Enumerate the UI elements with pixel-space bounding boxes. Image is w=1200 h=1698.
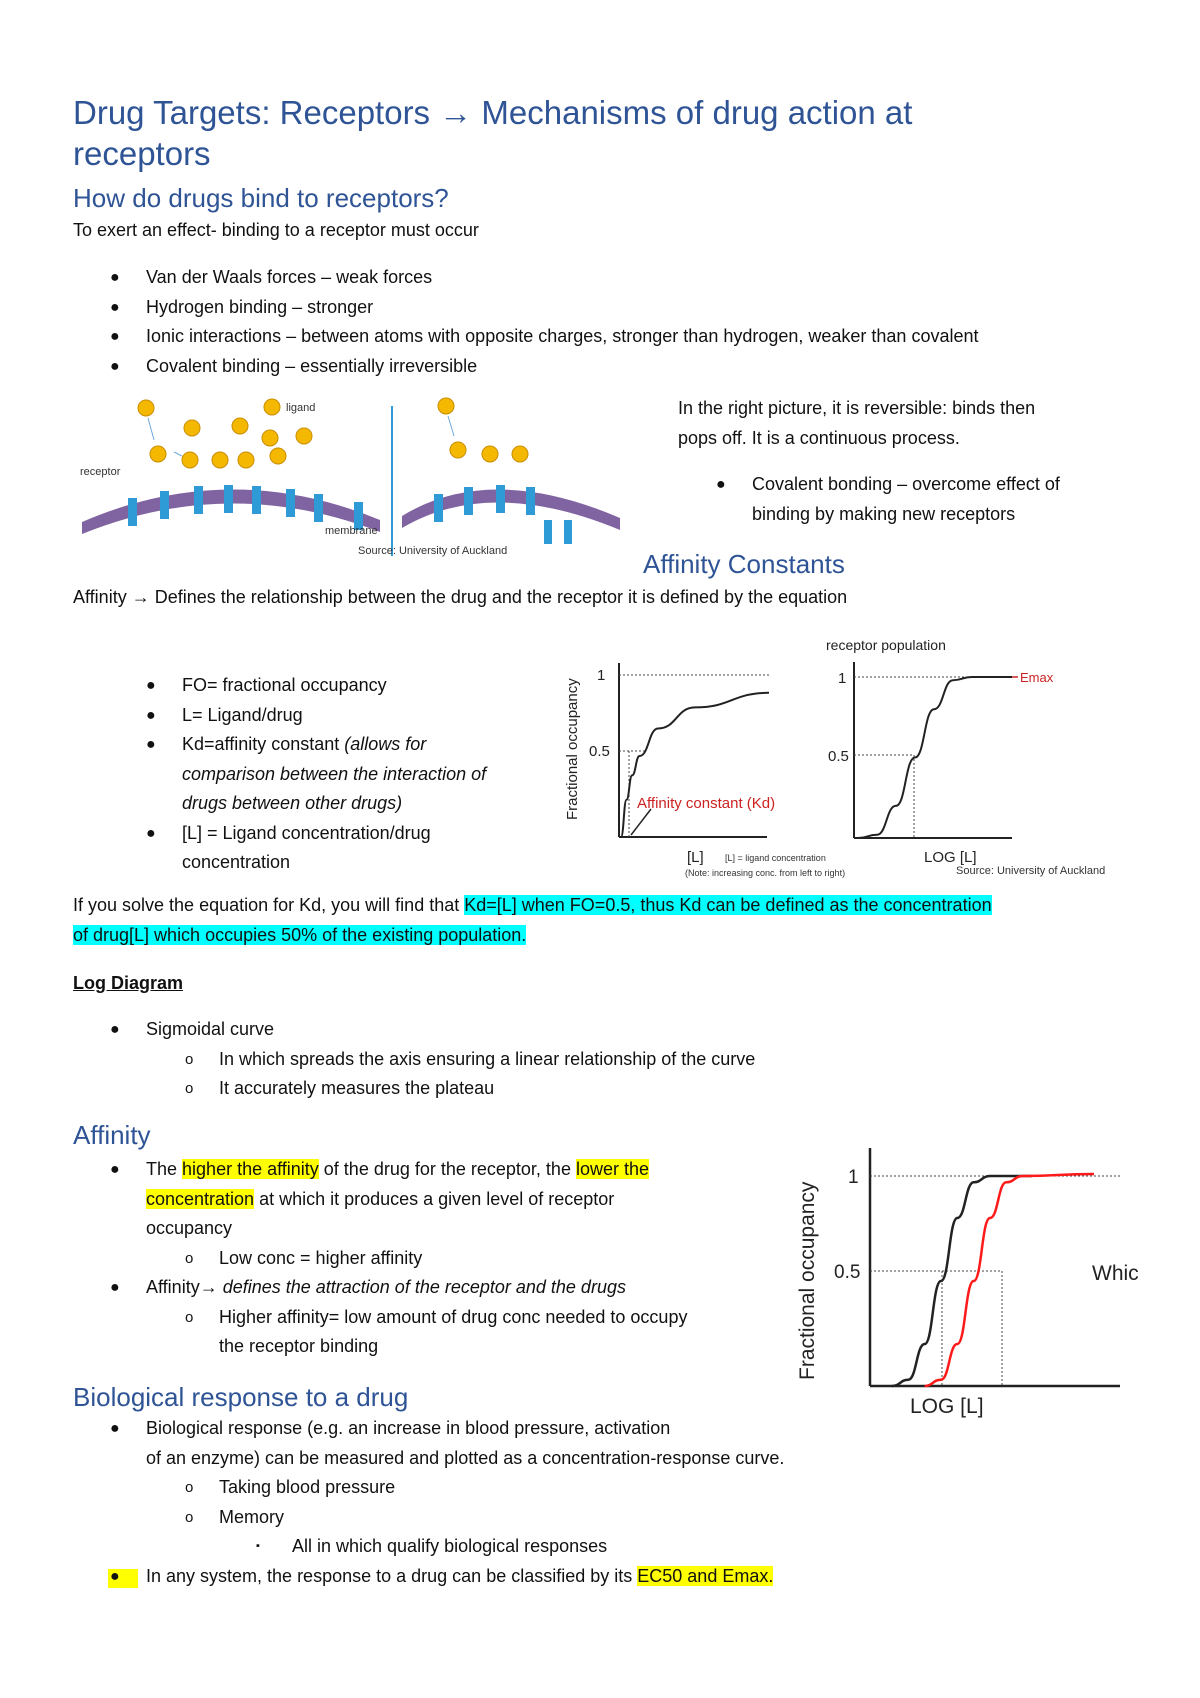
circle-bullet-icon: o (185, 1479, 194, 1496)
bullet-icon: ● (110, 1021, 120, 1038)
ligands (138, 398, 528, 468)
bullet-icon: ● (146, 824, 156, 842)
chart3-xlabel: LOG [L] (910, 1395, 984, 1418)
chart3-side-text: Whic (1092, 1262, 1139, 1285)
chart2-ytick-1: 1 (838, 670, 847, 687)
circle-bullet-icon: o (185, 1308, 194, 1326)
section-heading-affinity: Affinity (73, 1120, 151, 1150)
chart2-source: Source: University of Auckland (956, 865, 1106, 877)
bullet-icon: ● (110, 357, 120, 375)
chart1-annotation-arrow (631, 809, 651, 835)
bullet-icon: ● (716, 476, 726, 493)
list-item: ● L= Ligand/drug (182, 701, 486, 731)
list-item: ● FO= fractional occupancy (182, 671, 486, 701)
square-bullet-icon: ▪ (256, 1540, 260, 1552)
chart2-xlabel: LOG [L] (924, 849, 977, 866)
chart2-series-line (858, 677, 1012, 838)
chart1-note-2: (Note: increasing conc. from left to right) (685, 868, 846, 878)
list-item: ● Ionic interactions – between atoms with opposite charges, stronger than hydrogen, weaker than covalent (146, 322, 979, 352)
list-item: ● In any system, the response to a drug can be classified by its EC50 and Emax. (146, 1562, 784, 1592)
circle-bullet-icon: o (185, 1080, 194, 1097)
list-item: ● [L] = Ligand concentration/drug concentration (182, 819, 486, 878)
chart1-series-line (621, 693, 769, 837)
section-heading-binding: How do drugs bind to receptors? (73, 183, 449, 213)
receptor-label: receptor (80, 466, 121, 478)
bullet-icon: ● (146, 706, 156, 724)
bullet-icon: ● (110, 1279, 120, 1296)
chart-affinity-comparison (790, 1140, 1190, 1430)
log-diagram-heading: Log Diagram (73, 973, 184, 993)
membrane-label: membrane (325, 525, 378, 537)
bullet-icon: ● (110, 1161, 120, 1178)
list-item: ● Affinity→ defines the attraction of the receptor and the drugs (146, 1273, 687, 1303)
list-item: ● Biological response (e.g. an increase in blood pressure, activation of an enzyme) can be measured and plotted as a concentration-response curve. (146, 1414, 784, 1473)
bullet-icon: ● (146, 677, 156, 694)
chart1-ytick-05: 0.5 (589, 743, 610, 760)
chart-occupancy-linear (555, 645, 846, 880)
log-diagram-list (110, 1015, 756, 1104)
list-item: ● Kd=affinity constant (allows for comparison between the interaction of drugs between other drugs) (182, 730, 486, 819)
list-item: ● Covalent binding – essentially irreversible (146, 352, 979, 382)
list-item: o Low conc = higher affinity (219, 1244, 687, 1274)
list-item: ● The higher the affinity of the drug for the receptor, the lower the concentration at which it produces a given level of receptor occupancy (146, 1155, 687, 1244)
bullet-icon: ● (110, 1567, 120, 1585)
chart3-series-red (925, 1174, 1094, 1386)
biological-list (110, 1414, 785, 1591)
right-bullet-line-1: ● Covalent bonding – overcome effect of (752, 470, 1060, 500)
list-item: o Taking blood pressure (219, 1473, 784, 1503)
list-item: o In which spreads the axis ensuring a linear relationship of the curve (219, 1045, 755, 1075)
chart1-xlabel: [L] (687, 849, 704, 866)
right-text-line-2: pops off. It is a continuous process. (678, 428, 960, 448)
right-bullet-line-2: binding by making new receptors (752, 504, 1016, 524)
chart2-ytick-05: 0.5 (828, 748, 849, 765)
chart-occupancy-log (822, 637, 1142, 880)
chart2-annotation: Emax (1020, 670, 1054, 685)
chart1-ylabel: Fractional occupancy (564, 678, 581, 820)
section-heading-biological: Biological response to a drug (73, 1382, 409, 1412)
list-item: o Higher affinity= low amount of drug conc needed to occupy the receptor binding (219, 1303, 687, 1362)
bullet-icon: ● (146, 736, 156, 753)
circle-bullet-icon: o (185, 1249, 194, 1267)
bullet-icon: ● (110, 328, 120, 345)
chart3-ytick-1: 1 (848, 1167, 859, 1188)
chart3-ylabel: Fractional occupancy (796, 1181, 819, 1380)
list-item: ● Van der Waals forces – weak forces (146, 263, 979, 293)
chart1-ytick-1: 1 (597, 667, 606, 684)
binding-intro: To exert an effect- binding to a receptor must occur (73, 220, 479, 240)
list-item: ● Sigmoidal curve (146, 1015, 755, 1045)
list-item: o It accurately measures the plateau (219, 1074, 755, 1104)
affinity-definition: Affinity → Defines the relationship between the drug and the receptor it is defined by the equation (73, 587, 848, 607)
receptor-binding-figure (80, 398, 640, 564)
list-item: ▪ All in which qualify biological responses (292, 1532, 784, 1562)
highlight-kd-2: of drug[L] which occupies 50% of the existing population. (73, 924, 527, 945)
bullet-icon: ● (110, 269, 120, 286)
chart3-ytick-05: 0.5 (834, 1262, 861, 1283)
ligand-label: ligand (286, 402, 316, 414)
highlight-kd: Kd=[L] when FO=0.5, thus Kd can be defined as the concentration (464, 895, 992, 915)
chart1-annotation: Affinity constant (Kd) (637, 795, 776, 812)
chart2-title: receptor population (826, 637, 946, 653)
figure-source: Source: University of Auckland (358, 545, 508, 557)
bullet-icon: ● (110, 298, 120, 316)
section-heading-affinity-constants: Affinity Constants (643, 549, 845, 579)
list-item: ● Hydrogen binding – stronger (146, 293, 979, 323)
bullet-icon: ● (110, 1420, 120, 1437)
binding-forces-list (110, 263, 979, 381)
page-title: Drug Targets: Receptors → Mechanisms of drug action at receptors (73, 94, 913, 172)
right-text-line-1: In the right picture, it is reversible: binds then (678, 398, 1036, 418)
kd-solution-paragraph: If you solve the equation for Kd, you will find that Kd=[L] when FO=0.5, thus Kd can be defined as the concentration of drug[L] which occupies 50% of the existing population. (73, 895, 992, 945)
chart3-series-black (892, 1176, 1032, 1386)
affinity-terms-list (146, 671, 487, 878)
circle-bullet-icon: o (185, 1050, 194, 1068)
affinity-list (110, 1155, 688, 1362)
chart1-note-1: [L] = ligand concentration (725, 853, 826, 863)
list-item: o Memory (219, 1503, 784, 1533)
circle-bullet-icon: o (185, 1508, 194, 1526)
